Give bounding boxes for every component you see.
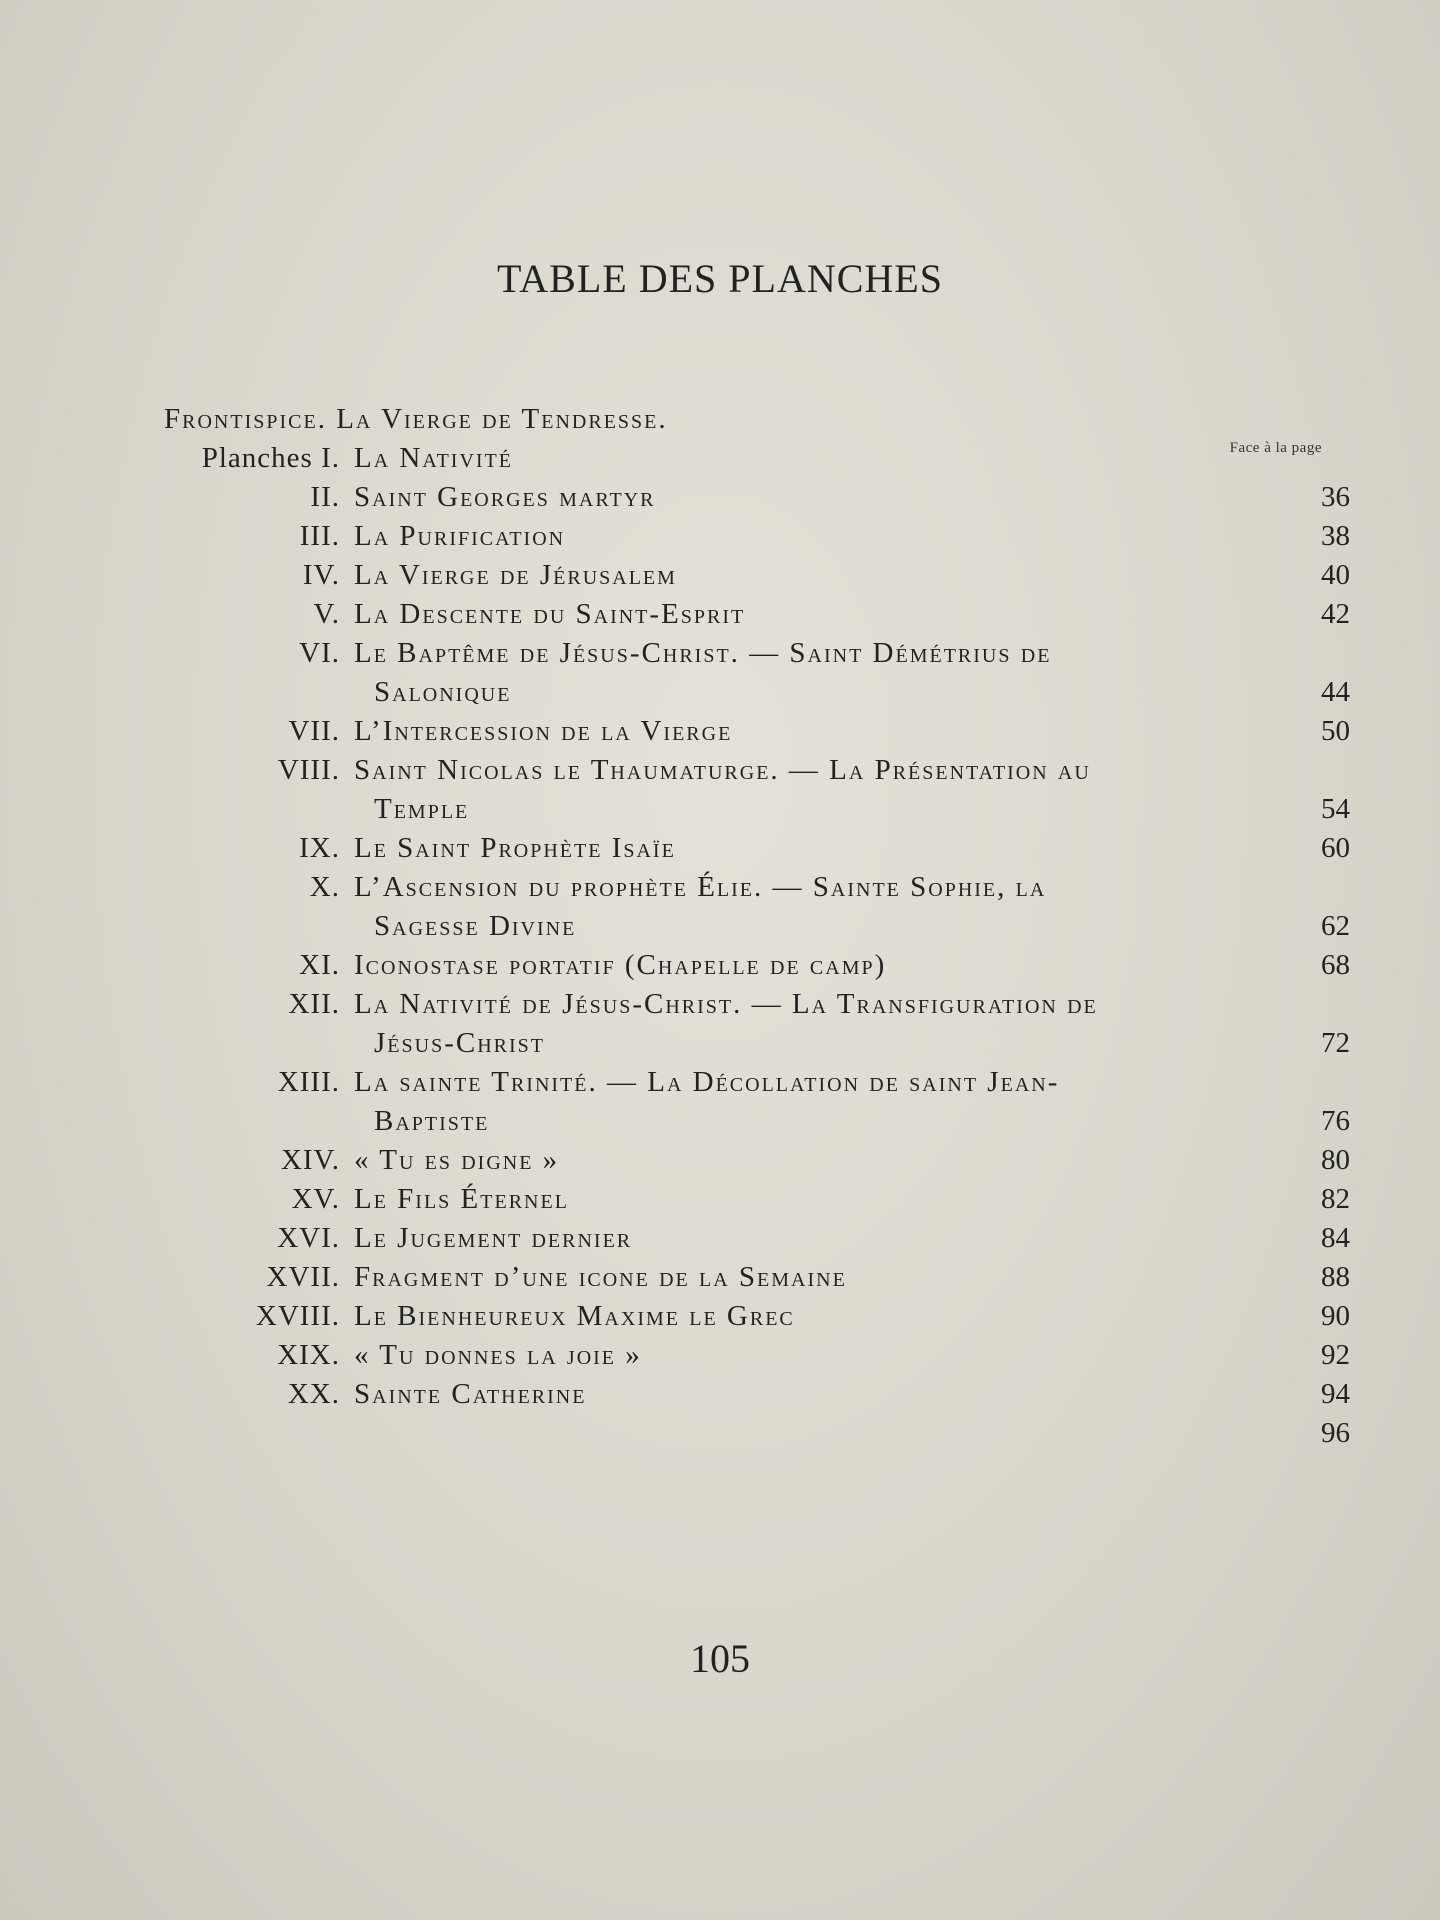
toc-entry <box>180 868 1350 907</box>
toc-entry <box>180 1024 1350 1063</box>
plate-number: X. <box>309 871 340 903</box>
plate-title: Baptiste <box>374 1105 490 1137</box>
toc-entry <box>180 1336 1350 1375</box>
plate-title: Iconostase portatif (Chapelle de camp) <box>354 949 887 981</box>
page-reference: 80 <box>1321 1144 1350 1176</box>
page-reference: 84 <box>1321 1222 1350 1254</box>
face-page-header: Face à la page <box>1229 440 1322 456</box>
plate-number: IX. <box>299 832 340 864</box>
plate-number: II. <box>310 481 340 513</box>
page-reference: 82 <box>1321 1183 1350 1215</box>
page-reference: 40 <box>1321 559 1350 591</box>
toc-entry <box>180 1063 1350 1102</box>
plate-title: Le Jugement dernier <box>354 1222 633 1254</box>
toc-entry <box>180 556 1350 595</box>
toc-entry <box>180 712 1350 751</box>
toc-entry <box>180 478 1350 517</box>
plate-title: La Nativité <box>354 442 513 474</box>
toc-entry <box>180 1102 1350 1141</box>
plate-number: VIII. <box>277 754 340 786</box>
toc-entry <box>180 634 1350 673</box>
plate-title: Le Bienheureux Maxime le Grec <box>354 1300 795 1332</box>
plate-title: Sagesse Divine <box>374 910 577 942</box>
toc-entry <box>180 595 1350 634</box>
plate-title: Jésus-Christ <box>374 1027 545 1059</box>
page-reference: 50 <box>1321 715 1350 747</box>
frontispice-label: Frontispice. La Vierge de Tendresse. <box>164 403 668 435</box>
toc-entry <box>180 1141 1350 1180</box>
plate-number: XX. <box>287 1378 340 1410</box>
plate-number: XIV. <box>280 1144 340 1176</box>
plate-title: Le Saint Prophète Isaïe <box>354 832 676 864</box>
toc-entry <box>180 985 1350 1024</box>
plate-title: La Descente du Saint-Esprit <box>354 598 746 630</box>
toc-trailing-page <box>180 1414 1350 1453</box>
page-reference: 90 <box>1321 1300 1350 1332</box>
page-reference: 36 <box>1321 481 1350 513</box>
page-reference: 72 <box>1321 1027 1350 1059</box>
toc-entry <box>180 829 1350 868</box>
page-reference: 96 <box>1321 1417 1350 1449</box>
plate-title: L’Intercession de la Vierge <box>354 715 733 747</box>
toc-entry <box>180 439 1350 478</box>
page-number: 105 <box>690 1636 750 1681</box>
plate-number: XV. <box>291 1183 340 1215</box>
plate-title: La Purification <box>354 520 566 552</box>
page-reference: 60 <box>1321 832 1350 864</box>
plate-title: Le Fils Éternel <box>354 1183 569 1215</box>
plate-number: XVI. <box>277 1222 340 1254</box>
plate-title: Saint Georges martyr <box>354 481 656 513</box>
plate-number: V. <box>313 598 340 630</box>
plate-number: VII. <box>288 715 340 747</box>
plate-number: VI. <box>299 637 340 669</box>
plate-number: XII. <box>288 988 340 1020</box>
plate-title: La Vierge de Jérusalem <box>354 559 677 591</box>
page-reference: 62 <box>1321 910 1350 942</box>
plate-number: Planches I. <box>201 442 340 474</box>
plate-number: XVIII. <box>255 1300 340 1332</box>
plate-number: XIII. <box>277 1066 340 1098</box>
table-of-plates <box>164 400 1350 1453</box>
page-reference: 68 <box>1321 949 1350 981</box>
page-reference: 54 <box>1321 793 1350 825</box>
toc-entry <box>180 1258 1350 1297</box>
page-reference: 42 <box>1321 598 1350 630</box>
page-reference: 92 <box>1321 1339 1350 1371</box>
plate-title: La sainte Trinité. — La Décollation de saint Jean- <box>354 1066 1060 1098</box>
toc-entry <box>180 946 1350 985</box>
plate-title: Fragment d’une icone de la Semaine <box>354 1261 847 1293</box>
toc-entry <box>180 517 1350 556</box>
plate-number: XVII. <box>266 1261 340 1293</box>
plate-title: Saint Nicolas le Thaumaturge. — La Présentation au <box>354 754 1091 786</box>
page-reference: 38 <box>1321 520 1350 552</box>
toc-entry <box>180 673 1350 712</box>
plate-number: XI. <box>299 949 340 981</box>
page-reference: 76 <box>1321 1105 1350 1137</box>
toc-entry <box>180 1180 1350 1219</box>
toc-entry <box>180 1375 1350 1414</box>
plate-title: Salonique <box>374 676 512 708</box>
plate-title: Sainte Catherine <box>354 1378 587 1410</box>
page-reference: 94 <box>1321 1378 1350 1410</box>
frontispice-line <box>164 400 1350 439</box>
plate-title: L’Ascension du prophète Élie. — Sainte Sophie, la <box>354 871 1047 903</box>
page-reference: 88 <box>1321 1261 1350 1293</box>
toc-entry <box>180 1297 1350 1336</box>
toc-entry <box>180 790 1350 829</box>
toc-entry <box>180 907 1350 946</box>
toc-entry <box>180 1219 1350 1258</box>
page-title: TABLE DES PLANCHES <box>497 256 943 301</box>
plate-number: XIX. <box>277 1339 340 1371</box>
plate-title: « Tu es digne » <box>354 1144 560 1176</box>
plate-title: La Nativité de Jésus-Christ. — La Transfiguration de <box>354 988 1098 1020</box>
plate-title: Temple <box>374 793 470 825</box>
plate-number: III. <box>299 520 340 552</box>
plate-number: IV. <box>302 559 340 591</box>
page-reference: 44 <box>1321 676 1350 708</box>
plate-title: « Tu donnes la joie » <box>354 1339 642 1371</box>
plate-title: Le Baptême de Jésus-Christ. — Saint Démétrius de <box>354 637 1052 669</box>
toc-entry <box>180 751 1350 790</box>
